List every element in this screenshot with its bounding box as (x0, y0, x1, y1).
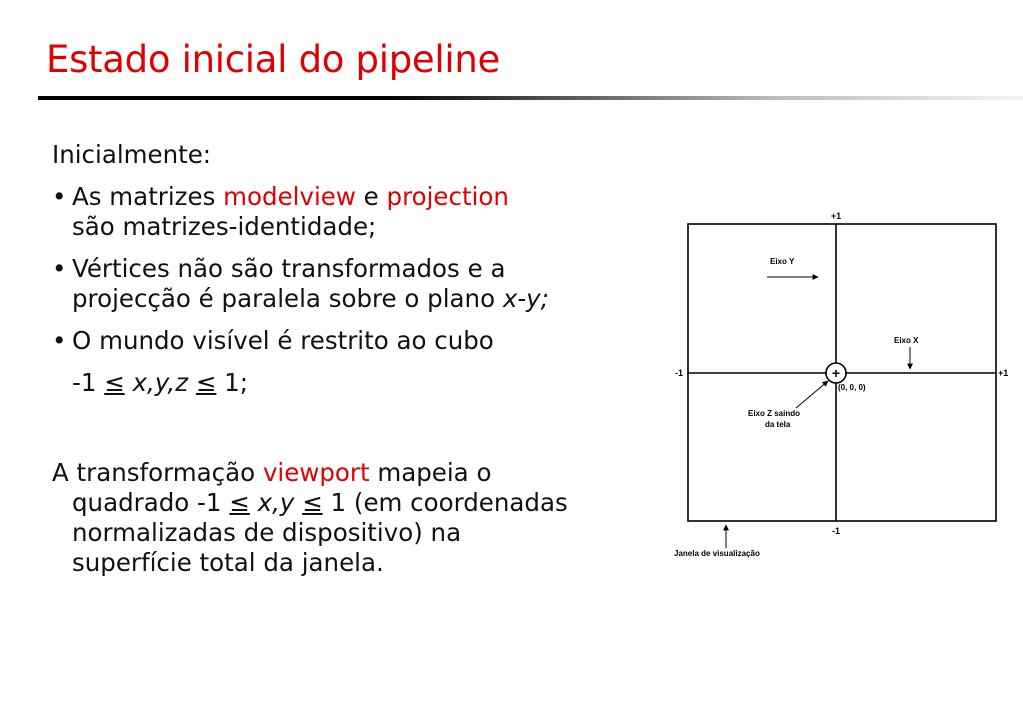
text-span: projecção é paralela sobre o plano (72, 284, 503, 313)
text-line: superfície total da janela. (72, 548, 384, 577)
text-span: quadrado -1 (72, 488, 230, 517)
bullet-dot: • (52, 254, 67, 283)
text-span: A transformação (52, 458, 263, 487)
le-sign: ≤ (229, 488, 250, 517)
text-span: -1 (72, 368, 105, 397)
plane-xy: x-y; (502, 284, 549, 313)
label-eixo-z-2: da tela (765, 420, 791, 429)
text-span: mapeia o (369, 458, 492, 487)
label-janela: Janela de visualização (674, 549, 760, 558)
term-viewport: viewport (262, 458, 370, 487)
title-underline (38, 96, 1023, 100)
intro-text: Inicialmente: (52, 140, 212, 169)
term-projection: projection (386, 182, 509, 211)
slide-title: Estado inicial do pipeline (46, 38, 500, 81)
label-eixo-y: Eixo Y (770, 257, 795, 266)
term-modelview: modelview (223, 182, 356, 211)
arrow-eixo-z (796, 381, 828, 408)
text-span: As matrizes (72, 182, 224, 211)
bullet-world (52, 326, 642, 356)
label-right: +1 (998, 368, 1009, 378)
xy-vars: x,y (249, 488, 303, 517)
xyz-vars: x,y,z (124, 368, 196, 397)
label-bottom: -1 (831, 526, 841, 536)
text-span: 1 (em coordenadas (322, 488, 568, 517)
bullet-dot: • (52, 326, 67, 355)
cube-range (52, 368, 642, 398)
text-span: e (355, 182, 387, 211)
bullet-dot: • (52, 182, 67, 211)
viewport-diagram (670, 205, 1015, 565)
plus-icon: + (831, 365, 841, 381)
text-span: 1; (216, 368, 249, 397)
label-eixo-z-1: Eixo Z saindo (748, 409, 801, 418)
text-line: normalizadas de dispositivo) na (72, 518, 462, 547)
label-left: -1 (675, 368, 684, 378)
label-origin: (0, 0, 0) (838, 383, 866, 392)
text-span: são matrizes-identidade; (72, 212, 377, 241)
le-sign: ≤ (195, 368, 217, 397)
label-eixo-x: Eixo X (894, 336, 919, 345)
text-span: Vértices não são transformados e a (72, 254, 506, 283)
viewport-paragraph (52, 458, 642, 578)
bullet-vertices (52, 254, 642, 314)
bullet-matrices (52, 182, 642, 242)
label-top: +1 (830, 211, 842, 221)
slide-body (52, 140, 642, 578)
text-span: O mundo visível é restrito ao cubo (72, 326, 494, 355)
le-sign: ≤ (104, 368, 125, 397)
le-sign: ≤ (302, 488, 323, 517)
